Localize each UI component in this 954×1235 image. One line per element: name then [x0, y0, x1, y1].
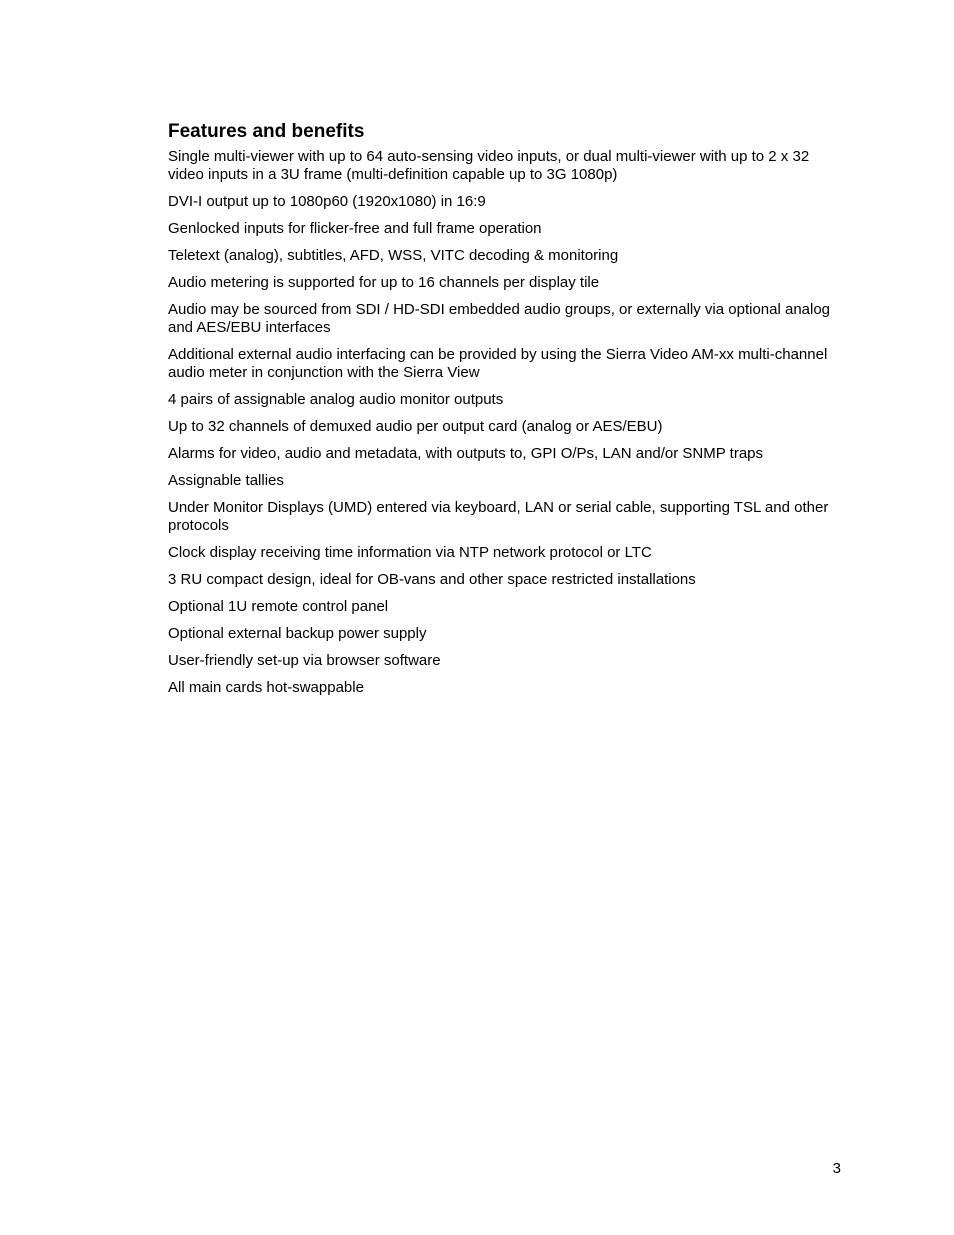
feature-item: Up to 32 channels of demuxed audio per output card (analog or AES/EBU) [168, 418, 663, 435]
feature-item: DVI-I output up to 1080p60 (1920x1080) in 16:9 [168, 193, 486, 210]
feature-item: Optional 1U remote control panel [168, 598, 389, 615]
feature-item: Genlocked inputs for flicker-free and full frame operation [168, 220, 542, 237]
feature-item: Additional external audio interfacing can be provided by using the Sierra Video AM-xx multi-channel audio meter in conjunction with the Sierra View [168, 346, 828, 381]
feature-item: Audio may be sourced from SDI / HD-SDI embedded audio groups, or externally via optional analog and AES/EBU interfaces [168, 301, 831, 336]
feature-item: User-friendly set-up via browser software [168, 652, 441, 669]
feature-item: Under Monitor Displays (UMD) entered via keyboard, LAN or serial cable, supporting TSL and other protocols [168, 499, 829, 534]
feature-item: Alarms for video, audio and metadata, with outputs to, GPI O/Ps, LAN and/or SNMP traps [168, 445, 764, 462]
features-section [168, 121, 848, 706]
section-title: Features and benefits [168, 121, 365, 142]
feature-item: 4 pairs of assignable analog audio monitor outputs [168, 391, 504, 408]
feature-item: Clock display receiving time information via NTP network protocol or LTC [168, 544, 652, 561]
feature-item: Optional external backup power supply [168, 625, 427, 642]
feature-item: All main cards hot-swappable [168, 679, 364, 696]
page-number: 3 [832, 1160, 841, 1177]
feature-item: Teletext (analog), subtitles, AFD, WSS, VITC decoding & monitoring [168, 247, 619, 264]
feature-item: 3 RU compact design, ideal for OB-vans and other space restricted installations [168, 571, 696, 588]
feature-list [168, 148, 848, 697]
feature-item: Single multi-viewer with up to 64 auto-sensing video inputs, or dual multi-viewer with up to 2 x 32 video inputs in a 3U frame (multi-definition capable up to 3G 1080p) [168, 148, 810, 183]
feature-item: Audio metering is supported for up to 16 channels per display tile [168, 274, 600, 291]
feature-item: Assignable tallies [168, 472, 284, 489]
